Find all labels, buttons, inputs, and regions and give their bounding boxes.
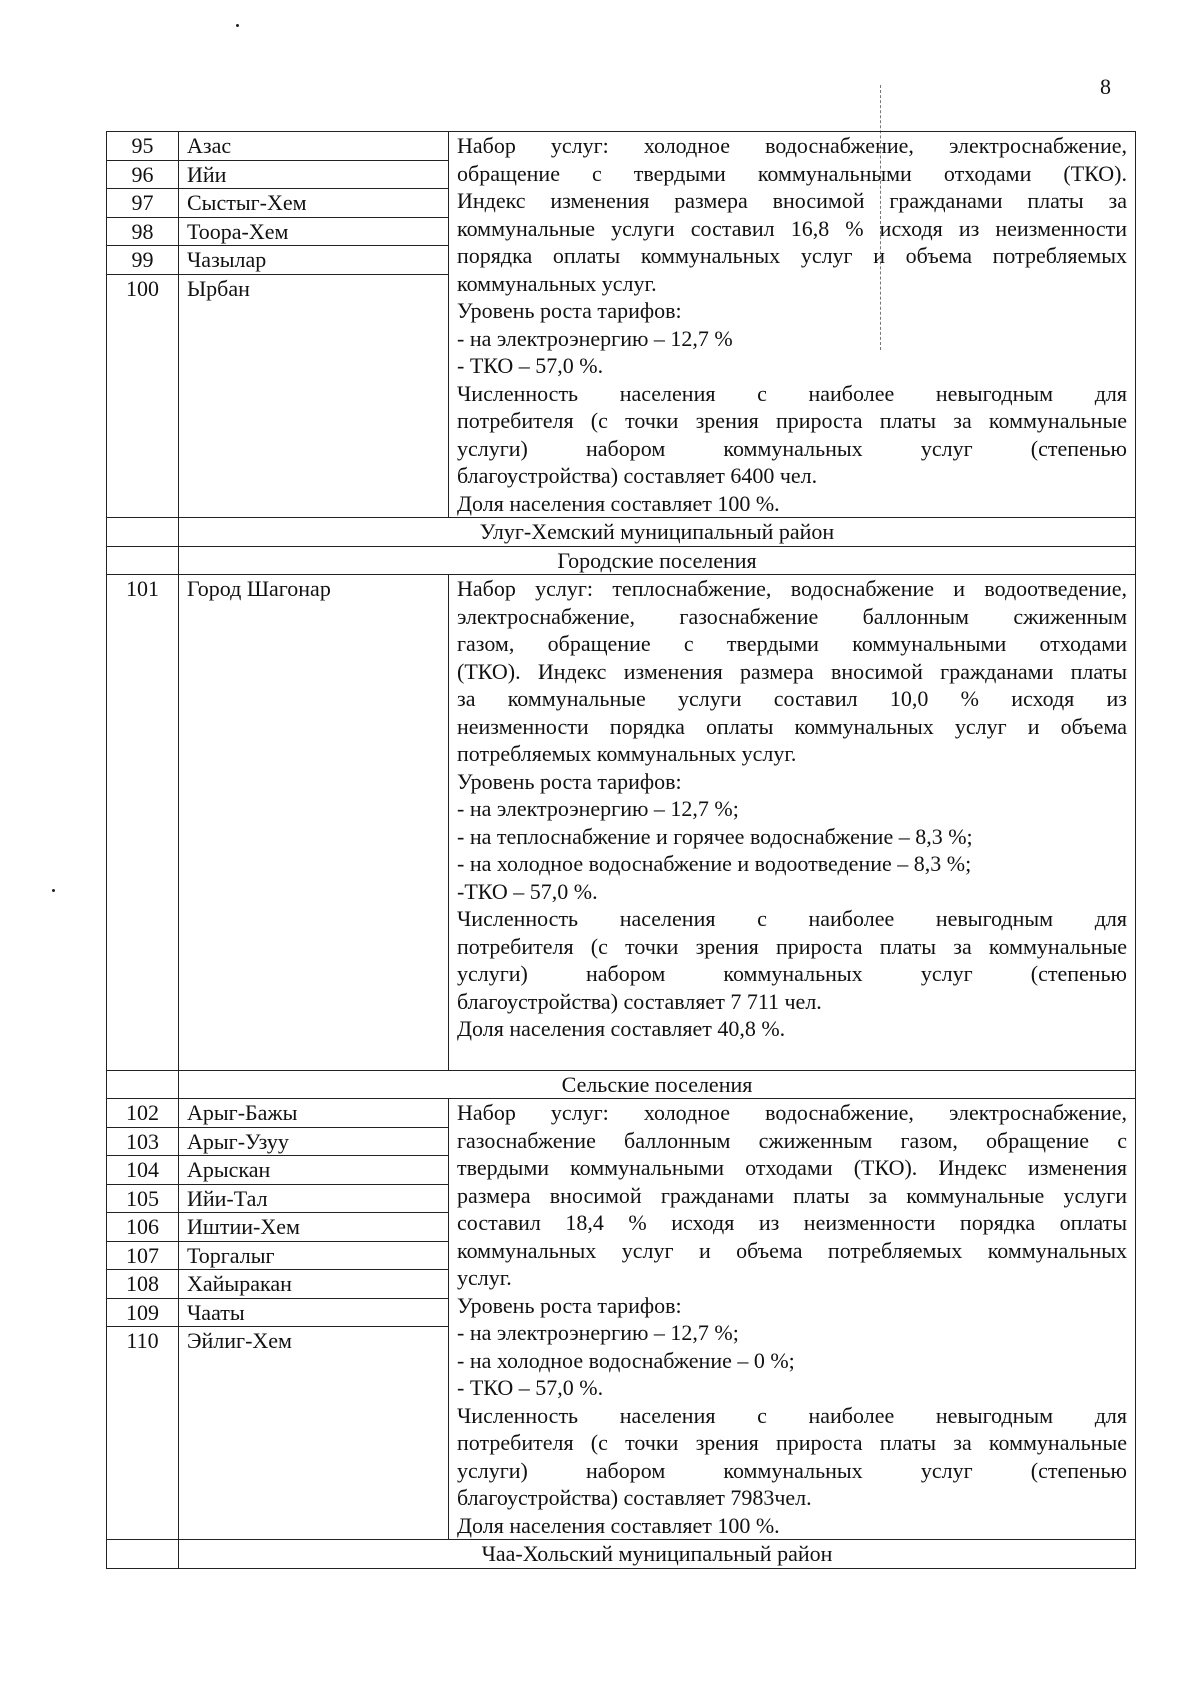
settlement-name: Чазылар (179, 246, 449, 275)
description-line: Доля населения составляет 100 %. (457, 490, 780, 516)
row-number: 100 (107, 274, 179, 518)
description-line: коммунальных услуг и объема потребляемых коммунальных (457, 1237, 1127, 1263)
description-line: - на теплоснабжение и горячее водоснабжение – 8,3 %; (457, 823, 973, 849)
description-line: Численность населения с наиболее невыгодным для (457, 906, 1127, 931)
table-row (107, 575, 1136, 1071)
services-description (449, 132, 1136, 518)
row-number: 108 (107, 1270, 179, 1299)
description-line: твердыми коммунальными отходами (ТКО). Индекс изменения (457, 1155, 1127, 1180)
settlement-name: Арыскан (179, 1156, 449, 1185)
table-row (107, 132, 1136, 161)
description-line: Доля населения составляет 100 %. (457, 1512, 780, 1538)
description-line: Набор услуг: теплоснабжение, водоснабжение и водоотведение, (457, 576, 1127, 601)
description-line: неизменности порядка оплаты коммунальных услуг и объема (457, 713, 1127, 739)
description-line: (ТКО). Индекс изменения размера вносимой гражданами платы (457, 658, 1127, 684)
description-line: услуги) набором коммунальных услуг (степенью (457, 1457, 1127, 1483)
description-line: потребляемых коммунальных услуг. (457, 741, 797, 766)
row-number: 104 (107, 1156, 179, 1185)
settlement-name: Ийи-Тал (179, 1184, 449, 1213)
description-line: благоустройства) составляет 7983чел. (457, 1485, 812, 1510)
description-line: Доля населения составляет 40,8 %. (457, 1016, 786, 1041)
section-row (107, 1070, 1136, 1099)
row-number: 106 (107, 1213, 179, 1242)
row-number: 110 (107, 1327, 179, 1540)
settlement-name: Арыг-Узуу (179, 1127, 449, 1156)
district-heading: Улуг-Хемский муниципальный район (179, 518, 1136, 547)
empty-cell (107, 546, 179, 575)
row-number: 96 (107, 160, 179, 189)
description-line: Набор услуг: холодное водоснабжение, электроснабжение, (457, 133, 1127, 158)
description-line: - на холодное водоснабжение – 0 %; (457, 1347, 795, 1373)
description-line: благоустройства) составляет 7 711 чел. (457, 988, 822, 1014)
services-description (449, 1099, 1136, 1540)
row-number: 102 (107, 1099, 179, 1128)
rural-settlements-heading: Сельские поселения (179, 1070, 1136, 1099)
settlement-name: Город Шагонар (179, 575, 449, 1071)
description-line: размера вносимой гражданами платы за коммунальные услуги (457, 1182, 1127, 1208)
row-number: 101 (107, 575, 179, 1071)
settlement-name: Торгалыг (179, 1241, 449, 1270)
description-line: потребителя (с точки зрения прироста платы за коммунальные (457, 1430, 1127, 1455)
services-description (449, 575, 1136, 1071)
settlement-name: Сыстыг-Хем (179, 189, 449, 218)
settlement-name: Арыг-Бажы (179, 1099, 449, 1128)
row-number: 107 (107, 1241, 179, 1270)
description-line: - на электроэнергию – 12,7 % (457, 325, 733, 351)
description-line: Набор услуг: холодное водоснабжение, электроснабжение, (457, 1100, 1127, 1125)
description-line: - на электроэнергию – 12,7 %; (457, 1320, 739, 1345)
tariff-table (106, 131, 1136, 1569)
description-line: - на электроэнергию – 12,7 %; (457, 796, 739, 821)
scan-speck (52, 889, 55, 892)
description-line: потребителя (с точки зрения прироста платы за коммунальные (457, 408, 1127, 433)
description-line: за коммунальные услуги составил 10,0 % исходя из (457, 686, 1127, 711)
scan-speck (236, 24, 239, 27)
section-row (107, 518, 1136, 547)
description-text (457, 575, 1127, 1043)
description-line: коммунальных услуг. (457, 270, 657, 296)
description-line: благоустройства) составляет 6400 чел. (457, 463, 818, 488)
row-number: 105 (107, 1184, 179, 1213)
description-line: - ТКО – 57,0 %. (457, 353, 604, 378)
settlement-name: Ийи (179, 160, 449, 189)
settlement-name: Тоора-Хем (179, 217, 449, 246)
settlement-name: Ырбан (179, 274, 449, 518)
description-line: Численность населения с наиболее невыгодным для (457, 1402, 1127, 1428)
settlement-name: Иштии-Хем (179, 1213, 449, 1242)
description-line: Уровень роста тарифов: (457, 768, 682, 794)
settlement-name: Азас (179, 132, 449, 161)
description-line: - на холодное водоснабжение и водоотведение – 8,3 %; (457, 851, 972, 876)
description-line: коммунальные услуги составил 16,8 % исходя из неизменности (457, 215, 1127, 241)
empty-cell (107, 1540, 179, 1569)
description-text (457, 132, 1127, 517)
table-row (107, 1099, 1136, 1128)
empty-cell (107, 1070, 179, 1099)
district-heading: Чаа-Хольский муниципальный район (179, 1540, 1136, 1569)
empty-cell (107, 518, 179, 547)
description-line: Индекс изменения размера вносимой гражданами платы за (457, 188, 1127, 213)
description-line: -ТКО – 57,0 %. (457, 878, 598, 904)
section-row (107, 1540, 1136, 1569)
row-number: 99 (107, 246, 179, 275)
description-line: газоснабжение баллонным сжиженным газом, обращение с (457, 1127, 1127, 1153)
description-line: Уровень роста тарифов: (457, 298, 682, 323)
description-line: Численность населения с наиболее невыгодным для (457, 380, 1127, 406)
description-line: Уровень роста тарифов: (457, 1292, 682, 1318)
description-line: газом, обращение с твердыми коммунальными отходами (457, 631, 1127, 656)
description-line: составил 18,4 % исходя из неизменности порядка оплаты (457, 1210, 1127, 1235)
row-number: 97 (107, 189, 179, 218)
row-number: 109 (107, 1298, 179, 1327)
description-line: обращение с твердыми коммунальными отходами (ТКО). (457, 160, 1127, 186)
description-line: - ТКО – 57,0 %. (457, 1375, 604, 1400)
row-number: 95 (107, 132, 179, 161)
urban-settlements-heading: Городские поселения (179, 546, 1136, 575)
settlement-name: Чааты (179, 1298, 449, 1327)
row-number: 103 (107, 1127, 179, 1156)
section-row (107, 546, 1136, 575)
description-line: потребителя (с точки зрения прироста платы за коммунальные (457, 933, 1127, 959)
description-line: электроснабжение, газоснабжение баллонным сжиженным (457, 603, 1127, 629)
settlement-name: Хайыракан (179, 1270, 449, 1299)
description-line: услуг. (457, 1265, 512, 1290)
settlement-name: Эйлиг-Хем (179, 1327, 449, 1540)
description-line: услуги) набором коммунальных услуг (степенью (457, 435, 1127, 461)
description-line: порядка оплаты коммунальных услуг и объема потребляемых (457, 243, 1127, 268)
description-line: услуги) набором коммунальных услуг (степенью (457, 961, 1127, 986)
row-number: 98 (107, 217, 179, 246)
description-text (457, 1099, 1127, 1539)
page-number: 8 (1100, 74, 1111, 99)
